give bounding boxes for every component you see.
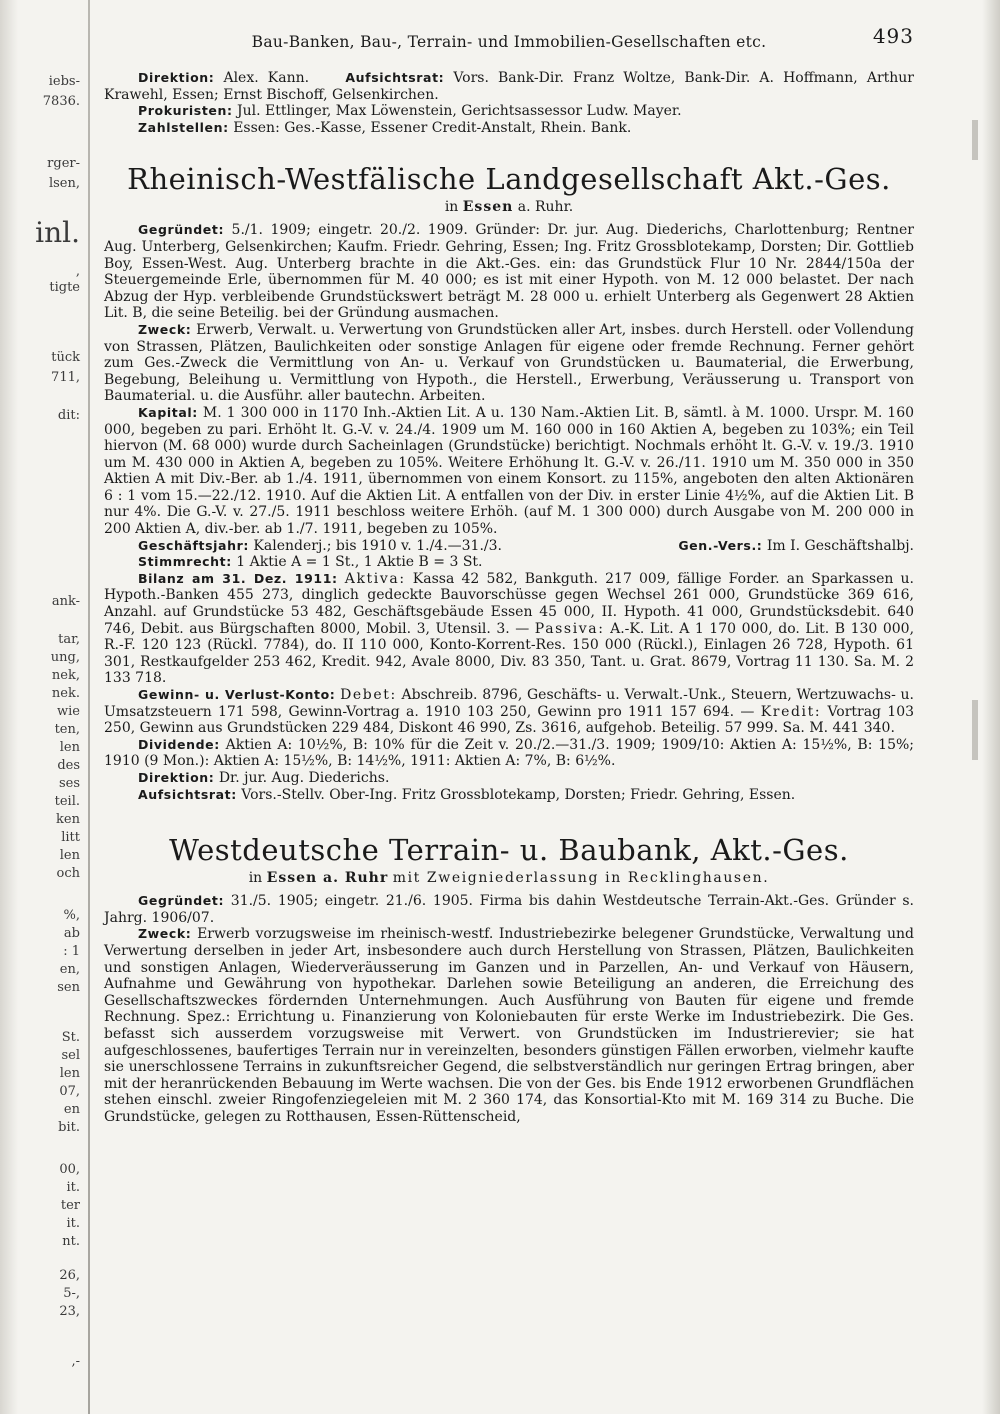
- prev-fragment: ten,: [54, 722, 80, 737]
- page-main-column: [104, 24, 915, 1125]
- prev-fragment: och: [56, 866, 80, 881]
- prev-fragment: 23,: [59, 1304, 80, 1319]
- gewinn-kredit-label: Kredit:: [760, 703, 822, 720]
- prev-fragment: rger-: [47, 156, 80, 171]
- bilanz-passiva-label: Passiva:: [534, 620, 605, 637]
- prev-fragment: ank-: [51, 594, 80, 609]
- prev-fragment: 711,: [51, 370, 80, 385]
- zahlstellen-text: Essen: Ges.-Kasse, Essener Credit-Anstalt, Rhein. Bank.: [233, 119, 632, 136]
- aufsichtsrat2-paragraph: [104, 787, 914, 804]
- prev-fragment: nek.: [51, 686, 80, 701]
- page-edge-shadow-right: [982, 0, 1000, 1414]
- genvers-entry: [678, 538, 914, 555]
- page-number: 493: [872, 24, 914, 48]
- zweck-text: Erwerb vorzugsweise im rheinisch-westf. Industriebezirke belegener Grundstücke, Verwaltung und Verwertung derselben in jeder Art, insbesondere auch durch Herstellung von Strassen, Plätzen, Baulichkeiten und sonstigen Anlagen, Wiederveräusserung im Ganzen und in Parzellen, An- und Verkauf von Häusern, Aufnahme und Gewährung von hypothekar. Darlehen sowie Beteiligung an anderen, die Erreichung des Gesellschaftszweckes fördernden Unternehmungen. Auch Ausführung von Bauten für eigene und fremde Rechnung. Spez.: Errichtung u. Finanzierung von Koloniebauten für erste Werke im Industriebezirk. Die Ges. befasst sich ausserdem vorzugsweise mit Verwert. von Grundstücken im Industrierevier; sie hat aufgeschlossenes, baufertiges Terrain nur in vereinzelten, besonders günstigen Fällen erworben, vielmehr kaufte sie unerschlossene Terrains in zukunftsreicher Gegend, die selbstverständlich nur geringen Ertrag bringen, aber mit der heranrückenden Bebauung im Werte wachsen. Die von der Ges. bis Ende 1912 erworbenen Grundflächen stehen einschl. zweier Ringofenziegeleien mit M. 2 360 174, das Konsortial-Kto mit M. 169 314 zu Buche. Die Grundstücke, gelegen zu Rotthausen, Essen-Rüttenscheid,: [104, 926, 915, 1125]
- geschaeftsjahr-text: Kalenderj.; bis 1910 v. 1./4.—31./3.: [253, 537, 502, 554]
- direktion2-paragraph: [104, 770, 914, 787]
- zweck-label: Zweck:: [138, 926, 192, 942]
- kapital-paragraph: [104, 405, 914, 538]
- prokuristen-label: Prokuristen:: [138, 103, 233, 119]
- gegruendet-text: 31./5. 1905; eingetr. 21./6. 1905. Firma bis dahin Westdeutsche Terrain-Akt.-Ges. Gründer s. Jahrg. 1906/07.: [104, 893, 914, 926]
- aufsichtsrat2-label: Aufsichtsrat:: [138, 786, 237, 802]
- margin-scan-mark: [972, 120, 978, 160]
- running-head: [104, 24, 914, 62]
- prev-fragment: litt: [61, 830, 80, 845]
- aufsichtsrat2-text: Vors.-Stellv. Ober-Ing. Fritz Grossblotekamp, Dorsten; Friedr. Gehring, Essen.: [241, 786, 796, 803]
- kapital-label: Kapital:: [138, 404, 198, 420]
- geschaeftsjahr-entry: [138, 538, 502, 555]
- zweck-label: Zweck:: [138, 321, 192, 337]
- company-location: [104, 869, 914, 887]
- prokuristen-paragraph: [104, 103, 914, 120]
- genvers-text: Im I. Geschäftshalbj.: [766, 537, 914, 554]
- aufsichtsrat-label: Aufsichtsrat:: [345, 70, 445, 85]
- gewinn-paragraph: [104, 687, 914, 737]
- prev-fragment: ter: [60, 1198, 80, 1213]
- prev-fragment: 00,: [59, 1162, 80, 1177]
- prev-fragment: ses: [58, 776, 80, 791]
- prev-fragment: 5-,: [63, 1286, 80, 1301]
- dividende-paragraph: [104, 737, 914, 770]
- geschaeftsjahr-row: [104, 538, 914, 555]
- prev-fragment: len: [59, 740, 80, 755]
- location-city: Essen: [462, 199, 514, 216]
- prev-fragment: ab: [63, 926, 80, 941]
- prev-fragment: nt.: [62, 1234, 80, 1249]
- prev-fragment: des: [57, 758, 80, 773]
- direktion2-label: Direktion:: [138, 769, 215, 785]
- prev-fragment: it.: [66, 1216, 80, 1231]
- bilanz-aktiva-label: Aktiva:: [344, 570, 406, 587]
- dividende-label: Dividende:: [138, 736, 220, 752]
- prokuristen-text: Jul. Ettlinger, Max Löwenstein, Gerichtsassessor Ludw. Mayer.: [237, 103, 682, 120]
- prev-fragment: len: [59, 848, 80, 863]
- margin-scan-mark: [972, 700, 978, 760]
- kapital-text: M. 1 300 000 in 1170 Inh.-Aktien Lit. A u. 130 Nam.-Aktien Lit. B, sämtl. à M. 1000. Urspr. M. 160 000, begeben zu pari. Erhöht lt. G.-V. v. 24./4. 1909 um M. 160 000 in 160 Aktien A, begeben zu 103%; ein Teil hiervon (M. 68 000) wurde durch Sacheinlagen (Grundstücke) berichtigt. Nochmals erhöht lt. G.-V. v. 19./3. 1910 um M. 430 000 in Aktien A, begeben zu 105%. Weitere Erhöhung lt. G.-V. v. 26./11. 1910 um M. 350 000 in 350 Aktien A mit Div.-Ber. ab 1./4. 1911, übernommen von einem Konsort. zu 115%, angeboten den alten Aktionären 6 : 1 vom 15.—22./12. 1910. Auf die Aktien Lit. A entfallen von der Div. in erster Linie 4½%, auf die Aktien Lit. B nur 4%. Die G.-V. v. 27./5. 1911 beschloss weitere Erhöh. (auf M. 1 300 000) durch Ausgabe von M. 200 000 in 200 Aktien A, div.-ber. ab 1./7. 1911, begeben zu 105%.: [104, 404, 915, 538]
- prev-fragment: wie: [57, 704, 80, 719]
- company-title-westdeutsche: Westdeutsche Terrain- u. Baubank, Akt.-Ges.: [169, 833, 849, 868]
- gegruendet-text: 5./1. 1909; eingetr. 20./2. 1909. Gründer: Dr. jur. Aug. Diederichs, Charlottenburg; Rentner Aug. Unterberg, Gelsenkirchen; Kaufm. Friedr. Gehring, Essen; Ing. Fritz Grossblotekamp, Dorsten; Dir. Gottlieb Boy, Essen-West. Aug. Unterberg brachte in die Akt.-Ges. ein: das Grundstück Flur 10 Nr. 2844/150a der Steuergemeinde Erle, übernommen für M. 40 000; es ist mit einer Hypoth. von M. 12 000 belastet. Der nach Abzug der Hyp. verbleibende Grundstückswert beträgt M. 28 000 u. erhielt Unterberg als Gegenwert 28 Aktien Lit. B, die seine Beteilig. bei der Gründung ausmachen.: [104, 222, 914, 322]
- gewinn-kredit-text: Vortrag 103 250, Gewinn aus Grundstücken 229 484, Diskont 46 990, Zs. 3616, aufgehob. Beteilig. 57 999. Sa. M. 441 340.: [104, 703, 915, 737]
- prev-fragment: tigte: [49, 280, 80, 295]
- company-title-rheinisch-westfaelische: Rheinisch-Westfälische Landgesellschaft Akt.-Ges.: [127, 162, 891, 197]
- prev-fragment: len: [59, 1066, 80, 1081]
- prev-fragment: ,-: [71, 1354, 80, 1369]
- dividende-text: Aktien A: 10½%, B: 10% für die Zeit v. 20./2.—31./3. 1909; 1909/10: Aktien A: 15½%, B: 15%; 1910 (9 Mon.): Aktien A: 15½%, B: 14½%, 1911: Aktien A: 7%, B: 6½%.: [104, 736, 914, 770]
- prev-fragment: nek,: [51, 668, 80, 683]
- location-city: Essen a. Ruhr: [266, 870, 389, 887]
- direktion2-text: Dr. jur. Aug. Diederichs.: [218, 769, 390, 786]
- prev-fragment: sen: [57, 980, 80, 995]
- genvers-label: Gen.-Vers.:: [678, 537, 763, 553]
- prev-fragment: iebs-: [48, 74, 80, 89]
- section-bau-bank-officers: [104, 70, 914, 136]
- gegruendet-paragraph: [104, 893, 914, 926]
- prev-fragment: ,: [75, 264, 80, 279]
- prev-fragment: dit:: [57, 408, 80, 423]
- location-suffix: a. Ruhr.: [517, 199, 574, 216]
- zweck-text: Erwerb, Verwalt. u. Verwertung von Grundstücken aller Art, insbes. durch Herstell. oder Vollendung von Strassen, Plätzen, Baulichkeiten oder sonstige Anlagen für eigene oder fremde Rechnung. Ferner gehört zum Ges.-Zweck die Vermittlung von An- u. Verkauf von Grundstücken u. Baumaterial, die Erwerbung, Begebung, Beleihung u. Vermittlung von Hypoth., die Herstell., Erwerbung, Veräusserung u. Transport von Baumaterial. u. die Ausführ. aller bautechn. Arbeiten.: [104, 321, 914, 405]
- prev-fragment: tar,: [58, 632, 80, 647]
- direktion-text: Alex. Kann.: [223, 70, 310, 86]
- gewinn-debet-label: Debet:: [340, 687, 397, 703]
- prev-fragment: ken: [56, 812, 80, 827]
- direktion-label: Direktion:: [138, 70, 215, 85]
- stimmrecht-paragraph: [104, 554, 914, 571]
- prev-fragment: 26,: [59, 1268, 80, 1283]
- prev-fragment: 07,: [59, 1084, 80, 1099]
- prev-fragment: bit.: [58, 1120, 80, 1135]
- gegruendet-label: Gegründet:: [138, 222, 225, 238]
- company-location: [104, 198, 914, 216]
- geschaeftsjahr-label: Geschäftsjahr:: [138, 537, 249, 553]
- stimmrecht-label: Stimmrecht:: [138, 554, 232, 570]
- direktion-paragraph: [104, 70, 914, 103]
- prev-fragment: : 1: [63, 944, 80, 959]
- location-prefix: in: [444, 199, 459, 216]
- gewinn-debet-text: Abschreib. 8796, Geschäfts- u. Verwalt.-Unk., Steuern, Wertzuwachs- u. Umsatzsteuern 171 598, Gewinn-Vortrag a. 1910 103 250, Gewinn pro 1911 157 694. —: [104, 687, 915, 720]
- zahlstellen-paragraph: [104, 120, 914, 137]
- prev-fragment: St.: [61, 1030, 80, 1045]
- prev-fragment: tück: [51, 350, 80, 365]
- bilanz-label: Bilanz am 31. Dez. 1911:: [138, 570, 338, 586]
- gewinn-label: Gewinn- u. Verlust-Konto:: [138, 687, 336, 702]
- location-prefix: in: [248, 870, 263, 887]
- running-title: Bau-Banken, Bau-, Terrain- und Immobilien-Gesellschaften etc.: [251, 33, 767, 51]
- prev-fragment: ung,: [50, 650, 80, 665]
- previous-column-fragments: [4, 70, 84, 1390]
- bilanz-aktiva-text: Kassa 42 582, Bankguth. 217 009, fällige Forder. an Sparkassen u. Hypoth.-Banken 455 273, dinglich gedeckte Bauvorschüsse gegen Wechsel 261 000, Grundstücke 369 616, Anzahl. auf Grundstücke 53 482, Geschäftsgebäude Essen 45 000, II. Hypoth. 41 000, Grundstücksdebit. 640 746, Debit. aus Bürgschaften 8000, Mobil. 3, Utensil. 3. —: [104, 570, 914, 637]
- prev-fragment: sel: [61, 1048, 80, 1063]
- aufsichtsrat-text: Vors. Bank-Dir. Franz Woltze, Bank-Dir. A. Hoffmann, Arthur Krawehl, Essen; Ernst Bischoff, Gelsenkirchen.: [104, 70, 914, 103]
- book-spine-line: [88, 0, 90, 1414]
- location-suffix: mit Zweigniederlassung in Recklinghausen.: [392, 870, 770, 887]
- prev-fragment: it.: [66, 1180, 80, 1195]
- gegruendet-paragraph: [104, 222, 914, 322]
- zweck-paragraph: [104, 322, 914, 405]
- prev-fragment: 7836.: [42, 94, 80, 109]
- zweck-paragraph: [104, 926, 914, 1125]
- prev-fragment: %,: [63, 908, 80, 923]
- zahlstellen-label: Zahlstellen:: [138, 119, 229, 135]
- bilanz-paragraph: [104, 571, 914, 687]
- bilanz-passiva-text: A.-K. Lit. A 1 170 000, do. Lit. B 130 000, R.-F. 120 123 (Rückl. 7784), do. II 110 000, Konto-Korrent-Res. 150 000 (Rückl.), Einlagen 26 728, Hypoth. 61 301, Restkaufgelder 253 462, Kredit. 942, Avale 8000, Div. 83 350, Tant. u. Grat. 8679, Vortrag 11 130. Sa. M. 2 133 718.: [104, 620, 915, 687]
- prev-fragment: en: [63, 1102, 80, 1117]
- prev-fragment: teil.: [54, 794, 80, 809]
- prev-fragment: en,: [59, 962, 80, 977]
- gegruendet-label: Gegründet:: [138, 893, 225, 909]
- prev-fragment: lsen,: [48, 176, 80, 191]
- stimmrecht-text: 1 Aktie A = 1 St., 1 Aktie B = 3 St.: [236, 554, 483, 571]
- prev-fragment: inl.: [35, 216, 80, 249]
